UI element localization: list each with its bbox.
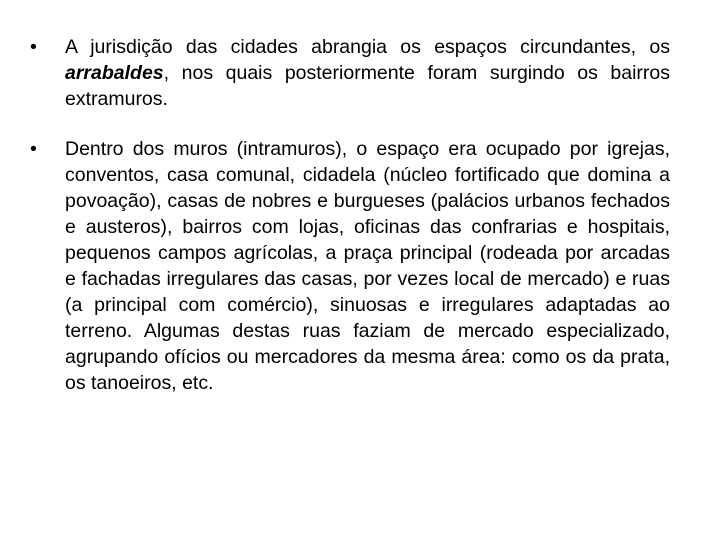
bullet-text-end: , nos quais posteriormente foram surgindo os bairros extramuros. bbox=[65, 62, 670, 110]
bullet-marker: • bbox=[30, 138, 37, 160]
bullet-text-start: A jurisdição das cidades abrangia os espaços circundantes, os bbox=[65, 36, 670, 58]
emphasis-arrabaldes: arrabaldes bbox=[65, 62, 164, 84]
bullet-item-intramuros bbox=[30, 136, 670, 396]
bullet-text: Dentro dos muros (intramuros), o espaço era ocupado por igrejas, conventos, casa comunal, cidadela (núcleo fortificado que domina a povoação), casas de nobres e burgueses (palácios urbanos fechados e austeros), bairros com lojas, oficinas das confrarias e hospitais, pequenos campos agrícolas, a praça principal (rodeada por arcadas e fachadas irregulares das casas, por vezes local de mercado) e ruas (a principal com comércio), sinuosas e irregulares adaptadas ao terreno. Algumas destas ruas faziam de mercado especializado, agrupando ofícios ou mercadores da mesma área: como os da prata, os tanoeiros, etc. bbox=[65, 138, 670, 394]
bullet-item-jurisdicao bbox=[30, 34, 670, 112]
bullet-marker: • bbox=[30, 36, 37, 58]
bullet-list bbox=[30, 34, 670, 396]
